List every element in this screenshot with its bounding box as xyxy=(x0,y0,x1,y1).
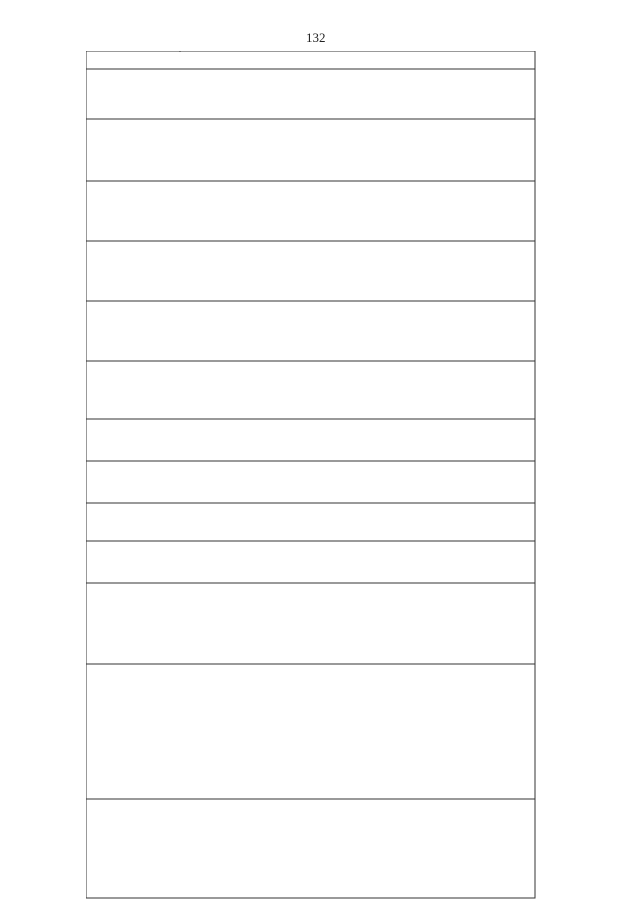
table-grid xyxy=(86,51,536,899)
page-number: 132 xyxy=(306,30,326,45)
scan-dot: . xyxy=(179,45,181,54)
rotated-table xyxy=(86,51,536,899)
